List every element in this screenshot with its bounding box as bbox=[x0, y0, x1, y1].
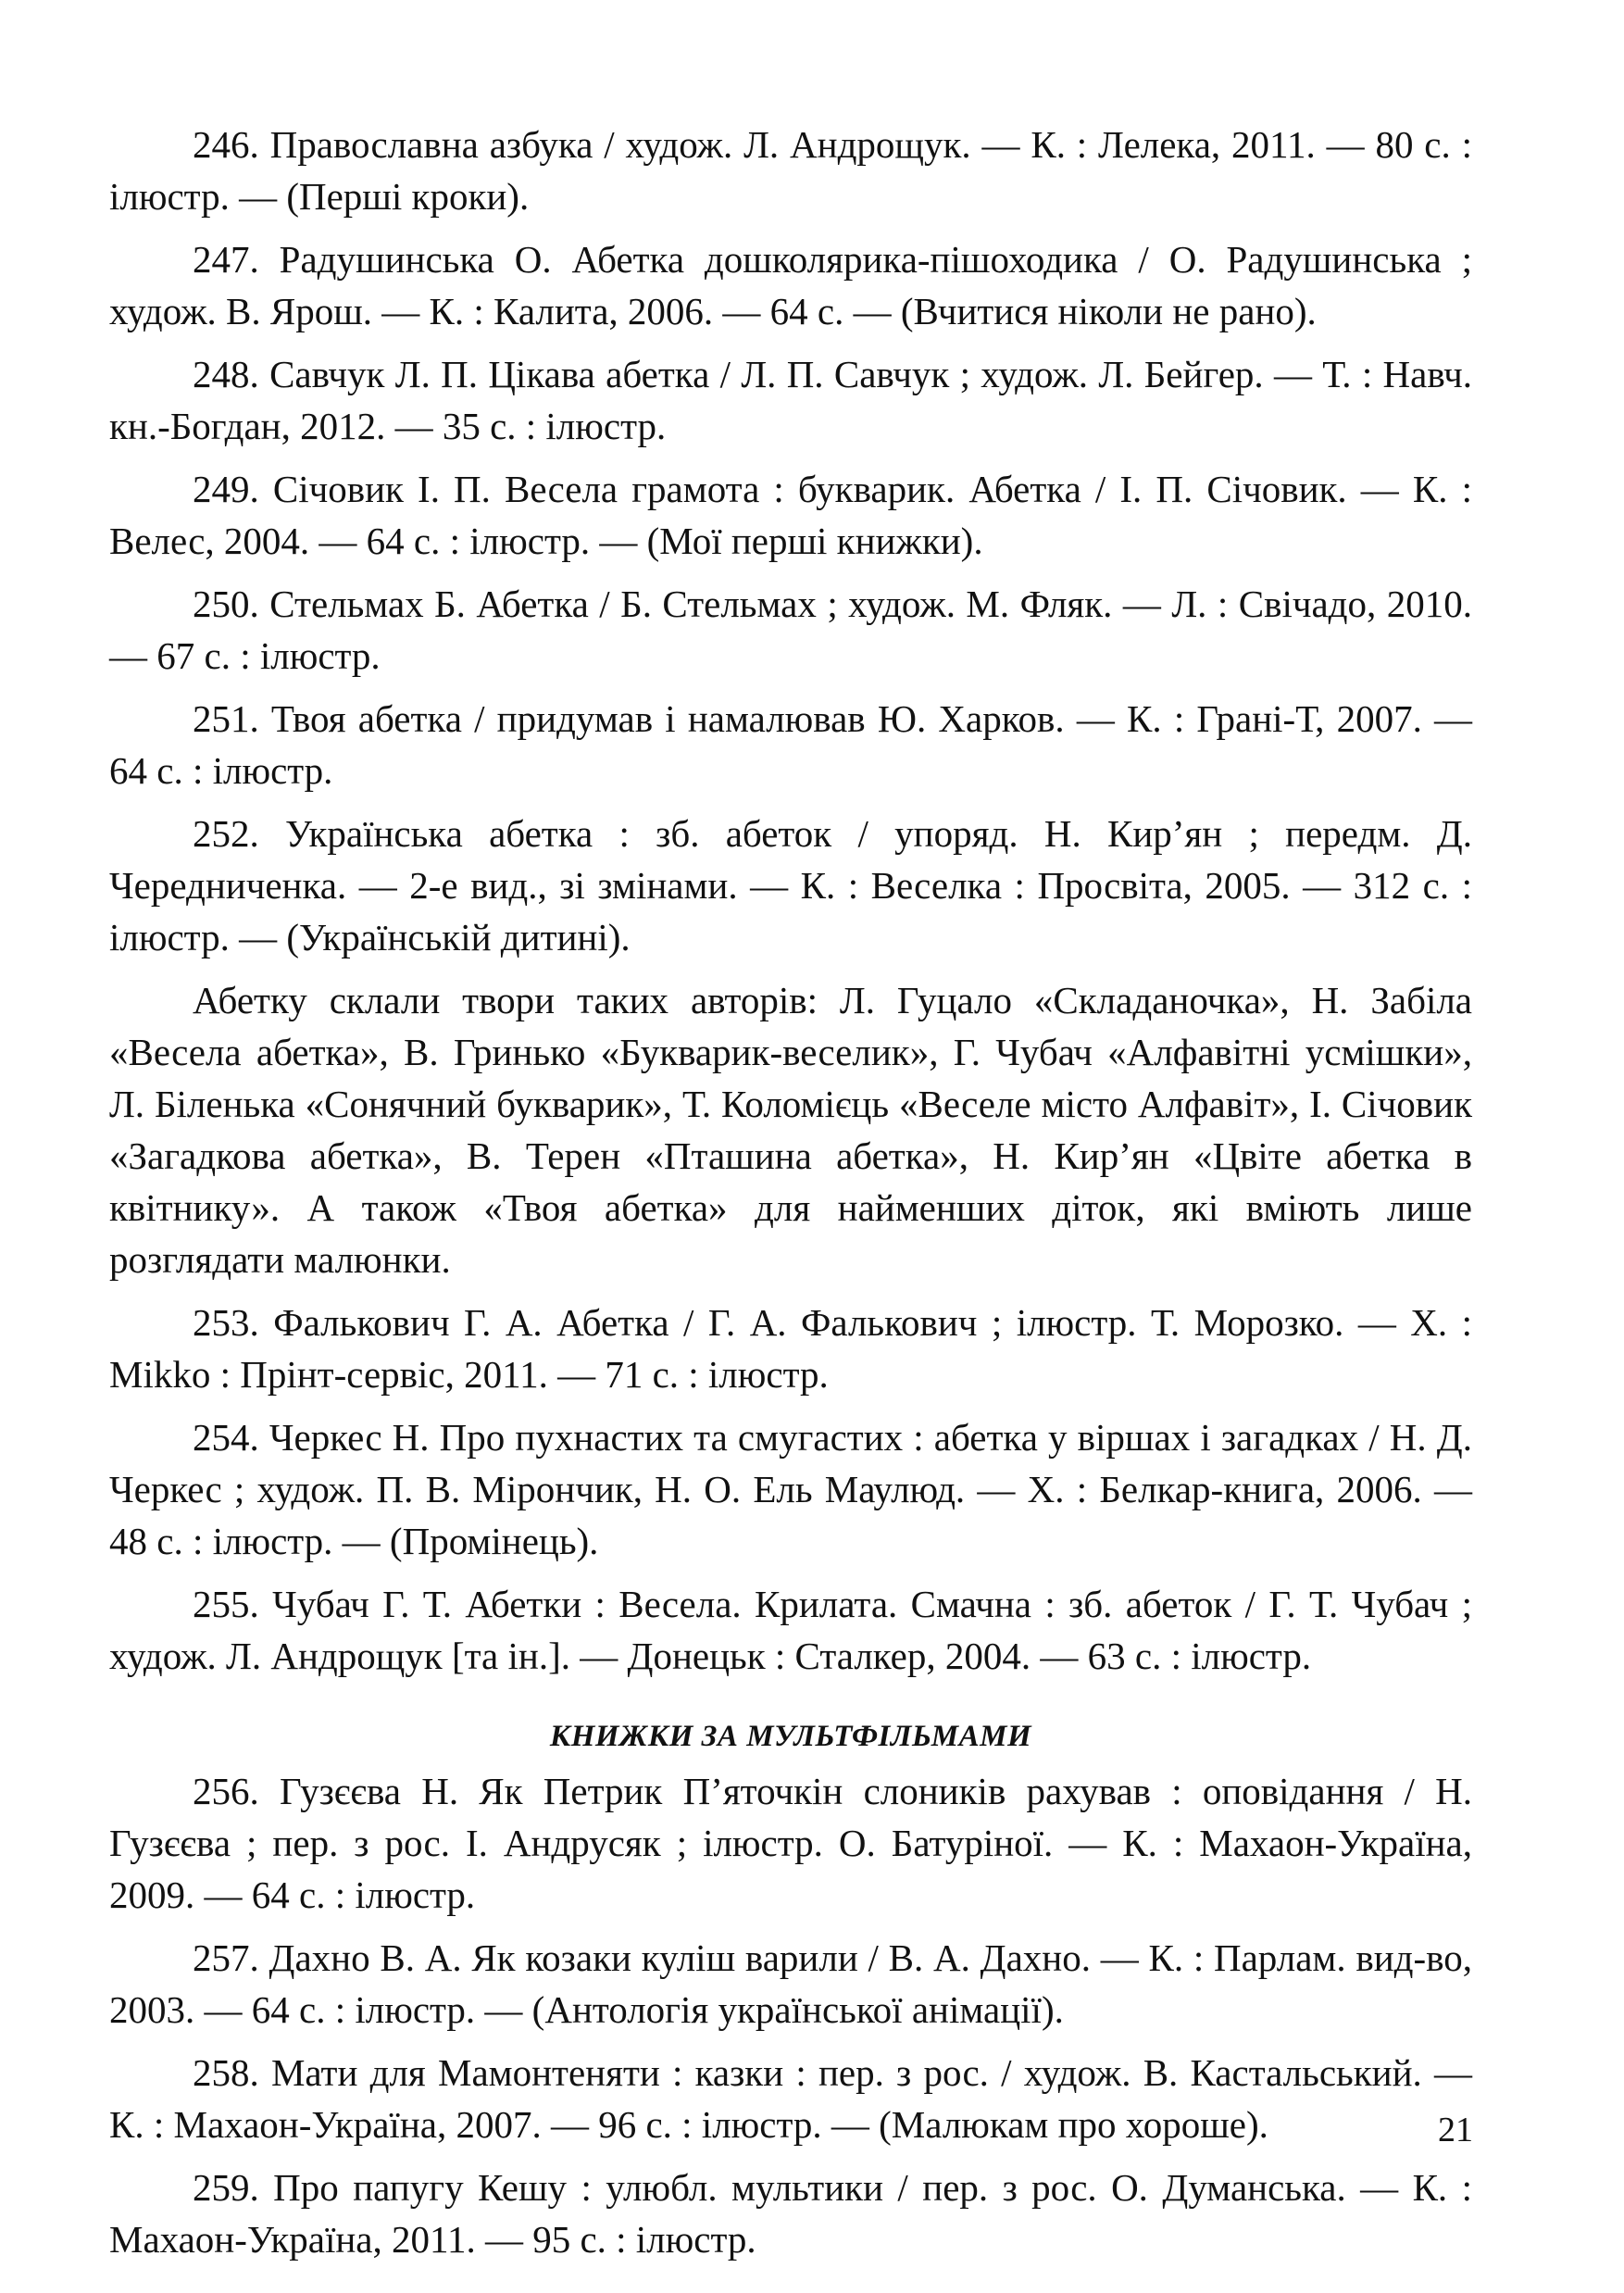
document-page bbox=[109, 119, 1472, 2276]
bibliography-entry-257: 257. Дахно В. А. Як козаки куліш варили / В. А. Дахно. — К. : Парлам. вид-во, 2003. — 64 с. : ілюстр. — (Антологія української анімації). bbox=[109, 1936, 1472, 2031]
bibliography-entry-250: 250. Стельмах Б. Абетка / Б. Стельмах ; худож. М. Фляк. — Л. : Свічадо, 2010. — 67 с. : ілюстр. bbox=[109, 583, 1472, 677]
bibliography-entry-258: 258. Мати для Мамонтеняти : казки : пер. з рос. / худож. В. Кастальський. — К. : Махаон-Україна, 2007. — 96 с. : ілюстр. — (Малюкам про хороше). bbox=[109, 2051, 1472, 2146]
bibliography-entry-253: 253. Фалькович Г. А. Абетка / Г. А. Фалькович ; ілюстр. Т. Морозко. — Х. : Mikko : Прінт-сервіс, 2011. — 71 с. : ілюстр. bbox=[109, 1301, 1472, 1396]
page-number: 21 bbox=[1438, 2111, 1473, 2149]
bibliography-entry-254: 254. Черкес Н. Про пухнастих та смугастих : абетка у віршах і загадках / Н. Д. Черкес ; худож. П. В. Мірончик, Н. О. Ель Маулюд. — Х. : Белкар-книга, 2006. — 48 с. : ілюстр. — (Промінець). bbox=[109, 1416, 1472, 1562]
bibliography-entry-255: 255. Чубач Г. Т. Абетки : Весела. Крилата. Смачна : зб. абеток / Г. Т. Чубач ; худож. Л. Андрощук [та ін.]. — Донецьк : Сталкер, 2004. — 63 с. : ілюстр. bbox=[109, 1583, 1472, 1677]
bibliography-entry-248: 248. Савчук Л. П. Цікава абетка / Л. П. Савчук ; худож. Л. Бейгер. — Т. : Навч. кн.-Богдан, 2012. — 35 с. : ілюстр. bbox=[109, 353, 1472, 447]
bibliography-entry-259: 259. Про папугу Кешу : улюбл. мультики / пер. з рос. О. Думанська. — К. : Махаон-Україна, 2011. — 95 с. : ілюстр. bbox=[109, 2166, 1472, 2261]
section-heading: КНИЖКИ ЗА МУЛЬТФІЛЬМАМИ bbox=[549, 1720, 1032, 1753]
entry-annotation: Абетку склали твори таких авторів: Л. Гуцало «Складаночка», Н. Забіла «Весела абетка», В. Гринько «Букварик-веселик», Г. Чубач «Алфавітні усмішки», Л. Біленька «Сонячний букварик», Т. Коломієць «Веселе місто Алфавіт», І. Січовик «Загадкова абетка», В. Терен «Пташина абетка», Н. Кир’ян «Цвіте абетка в квітнику». А також «Твоя абетка» для найменших діток, які вміють лише розглядати малюнки. bbox=[109, 979, 1472, 1281]
bibliography-entry-252: 252. Українська абетка : зб. абеток / упоряд. Н. Кир’ян ; передм. Д. Чередниченка. — 2-е вид., зі змінами. — К. : Веселка : Просвіта, 2005. — 312 с. : ілюстр. — (Українській дитині). bbox=[109, 812, 1472, 959]
bibliography-entry-247: 247. Радушинська О. Абетка дошколярика-пішоходика / О. Радушинська ; худож. В. Ярош. — К. : Калита, 2006. — 64 с. — (Вчитися ніколи не рано). bbox=[109, 238, 1472, 332]
bibliography-entry-246: 246. Православна азбука / худож. Л. Андрощук. — К. : Лелека, 2011. — 80 с. : ілюстр. — (Перші кроки). bbox=[109, 123, 1472, 218]
bibliography-entry-251: 251. Твоя абетка / придумав і намалював Ю. Харков. — К. : Грані-Т, 2007. — 64 с. : ілюстр. bbox=[109, 697, 1472, 792]
bibliography-entry-249: 249. Січовик І. П. Весела грамота : букварик. Абетка / І. П. Січовик. — К. : Велес, 2004. — 64 с. : ілюстр. — (Мої перші книжки). bbox=[109, 468, 1472, 562]
bibliography-entry-256: 256. Гузєєва Н. Як Петрик П’яточкін слоників рахував : оповідання / Н. Гузєєва ; пер. з рос. І. Андрусяк ; ілюстр. О. Батуріної. — К. : Махаон-Україна, 2009. — 64 с. : ілюстр. bbox=[109, 1770, 1472, 1916]
